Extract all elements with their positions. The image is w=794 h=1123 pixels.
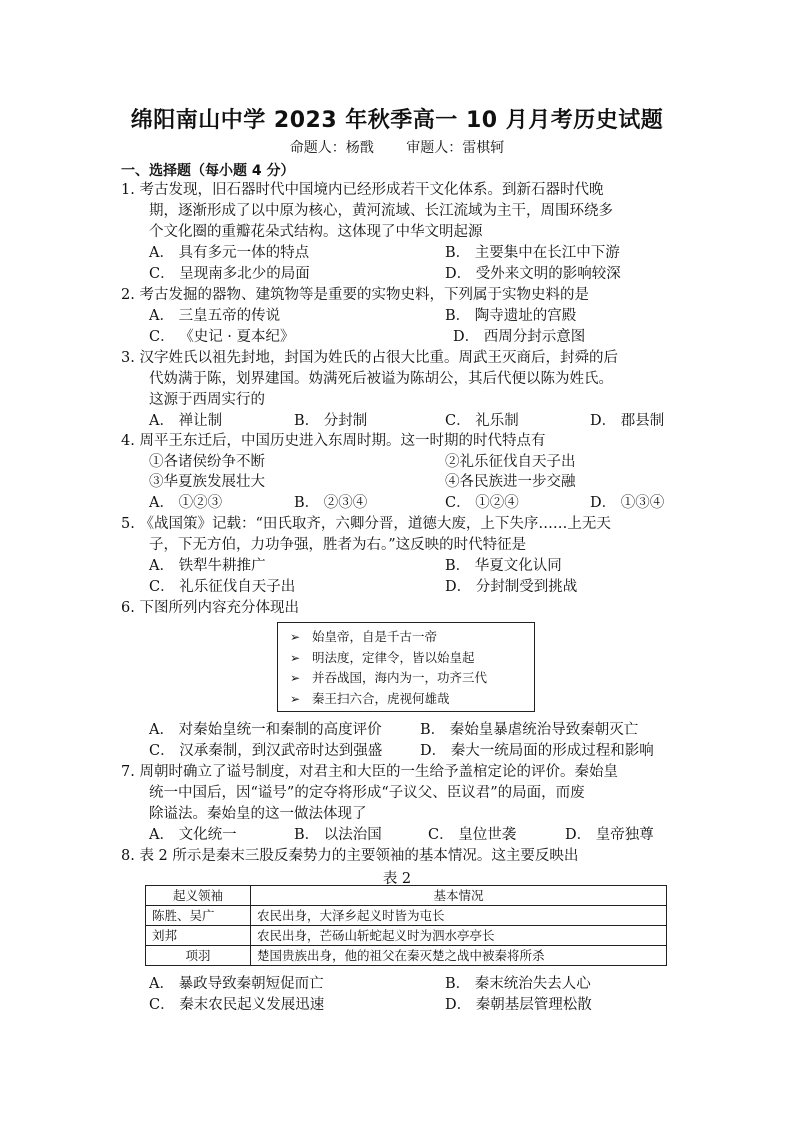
question-4-option-d: D． ①③④: [590, 495, 665, 511]
table-header-cell: 起义领袖: [146, 886, 251, 906]
table-row: [146, 906, 667, 926]
question-3-option-b: B． 分封制: [294, 413, 368, 429]
question-1-stem: 期，逐渐形成了以中原为核心，黄河流域、长江流域为主干，周围环绕多: [149, 203, 613, 219]
question-7-stem: 统一中国后，因“谥号”的定夺将形成“子议父、臣议君”的局面，而废: [149, 785, 585, 801]
question-2-option-b: B． 陶寺遗址的宫殿: [445, 308, 577, 324]
question-8-option-b: B． 秦末统治失去人心: [445, 976, 591, 992]
question-5-option-a: A． 铁犁牛耕推广: [149, 558, 266, 574]
question-1-stem: 个文化圈的重瓣花朵式结构。这体现了中华文明起源: [149, 224, 483, 240]
question-3-option-d: D． 郡县制: [590, 413, 665, 429]
question-7-option-d: D． 皇帝独尊: [565, 827, 654, 843]
question-5-option-d: D． 分封制受到挑战: [445, 579, 578, 595]
question-4-item-4: ④各民族进一步交融: [445, 474, 576, 490]
question-2-stem: 2. 考古发掘的器物、建筑物等是重要的实物史料，下列属于实物史料的是: [121, 287, 589, 303]
question-8-option-c: C． 秦末农民起义发展迅速: [149, 997, 325, 1013]
question-7-stem: 除谥法。秦始皇的这一做法体现了: [149, 806, 367, 822]
question-4-item-2: ②礼乐征伐自天子出: [445, 454, 576, 470]
question-2-option-a: A． 三皇五帝的传说: [149, 308, 281, 324]
question-2-option-d: D． 西周分封示意图: [453, 329, 586, 345]
question-5-option-c: C． 礼乐征伐自天子出: [149, 579, 296, 595]
question-1-option-d: D． 受外来文明的影响较深: [445, 266, 621, 282]
quote-line: ➢ 明法度，定律令，皆以始皇起: [290, 648, 534, 669]
question-1-stem: 1. 考古发现，旧石器时代中国境内已经形成若干文化体系。到新石器时代晚: [121, 182, 604, 198]
table-header-cell: 基本情况: [251, 886, 667, 906]
question-8-option-d: D． 秦朝基层管理松散: [445, 997, 592, 1013]
question-7-option-c: C． 皇位世袭: [428, 827, 517, 843]
question-8-stem: 8. 表 2 所示是秦末三股反秦势力的主要领袖的基本情况。这主要反映出: [121, 848, 579, 864]
question-8-option-a: A． 暴政导致秦朝短促而亡: [149, 976, 324, 992]
question-3-option-a: A． 禅让制: [149, 413, 223, 429]
question-6-option-c: C． 汉承秦制，到汉武帝时达到强盛: [149, 743, 383, 759]
question-2-option-c: C． 《史记 · 夏本纪》: [149, 329, 295, 345]
table-header-row: [146, 886, 667, 906]
table-cell: 楚国贵族出身，他的祖父在秦灭楚之战中被秦将所杀: [251, 946, 667, 966]
question-1-option-c: C． 呈现南多北少的局面: [149, 266, 310, 282]
table-cell: 农民出身，芒砀山斩蛇起义时为泗水亭亭长: [251, 926, 667, 946]
table-cell: 项羽: [146, 946, 251, 966]
author-line: [0, 137, 794, 157]
question-7-option-b: B． 以法治国: [294, 827, 382, 843]
question-1-option-a: A． 具有多元一体的特点: [149, 245, 310, 261]
question-5-stem: 5. 《战国策》记载：“田氏取齐，六卿分晋，道德大废，上下失序……上无天: [121, 516, 611, 532]
question-3-stem: 代妫满于陈，划界建国。妫满死后被谥为陈胡公，其后代便以陈为姓氏。: [149, 371, 613, 387]
question-3-option-c: C． 礼乐制: [445, 413, 519, 429]
question-5-stem: 子，下无方伯，力功争强，胜者为右。”这反映的时代特征是: [149, 537, 527, 553]
table-cell: 陈胜、吴广: [146, 906, 251, 926]
arrow-bullet-icon: ➢: [290, 671, 301, 685]
quote-line: ➢ 秦王扫六合，虎视何雄哉: [290, 689, 534, 710]
question-5-option-b: B． 华夏文化认同: [445, 558, 562, 574]
question-6-option-a: A． 对秦始皇统一和秦制的高度评价: [149, 722, 382, 738]
question-6-option-b: B． 秦始皇暴虐统治导致秦朝灭亡: [420, 722, 639, 738]
question-4-option-a: A． ①②③: [149, 495, 223, 511]
table-cell: 刘邦: [146, 926, 251, 946]
question-4-option-c: C． ①②④: [445, 495, 519, 511]
question-6-option-d: D． 秦大一统局面的形成过程和影响: [420, 743, 654, 759]
question-4-item-1: ①各诸侯纷争不断: [149, 454, 265, 470]
reviewer: 审题人：雷棋轲: [406, 140, 505, 156]
question-4-option-b: B． ②③④: [294, 495, 368, 511]
table-caption: 表 2: [382, 871, 412, 887]
proposer: 命题人：杨戬: [289, 140, 374, 156]
question-1-option-b: B． 主要集中在长江中下游: [445, 245, 620, 261]
table-row: [146, 926, 667, 946]
page-title: 绵阳南山中学 2023 年秋季高一 10 月月考历史试题: [130, 108, 664, 133]
quote-line: ➢ 并吞战国，海内为一，功齐三代: [290, 668, 534, 689]
arrow-bullet-icon: ➢: [290, 630, 301, 644]
arrow-bullet-icon: ➢: [290, 650, 301, 665]
table-row: [146, 946, 667, 966]
table-cell: 农民出身，大泽乡起义时皆为屯长: [251, 906, 667, 926]
question-3-stem: 这源于西周实行的: [149, 392, 265, 408]
question-4-item-3: ③华夏族发展壮大: [149, 474, 265, 490]
question-4-stem: 4. 周平王东迁后，中国历史进入东周时期。这一时期的时代特点有: [121, 433, 546, 449]
arrow-bullet-icon: ➢: [290, 691, 301, 706]
question-3-stem: 3. 汉字姓氏以祖先封地，封国为姓氏的占很大比重。周武王灭商后，封舜的后: [121, 350, 618, 366]
leaders-table: [145, 885, 667, 966]
question-6-stem: 6. 下图所列内容充分体现出: [121, 600, 299, 616]
quote-box: [277, 622, 535, 712]
question-7-option-a: A． 文化统一: [149, 827, 237, 843]
section-heading: 一、选择题（每小题 4 分）: [121, 163, 295, 179]
quote-line: ➢ 始皇帝，自是千古一帝: [290, 627, 534, 648]
question-7-stem: 7. 周朝时确立了谥号制度，对君主和大臣的一生给予盖棺定论的评价。秦始皇: [121, 764, 618, 780]
